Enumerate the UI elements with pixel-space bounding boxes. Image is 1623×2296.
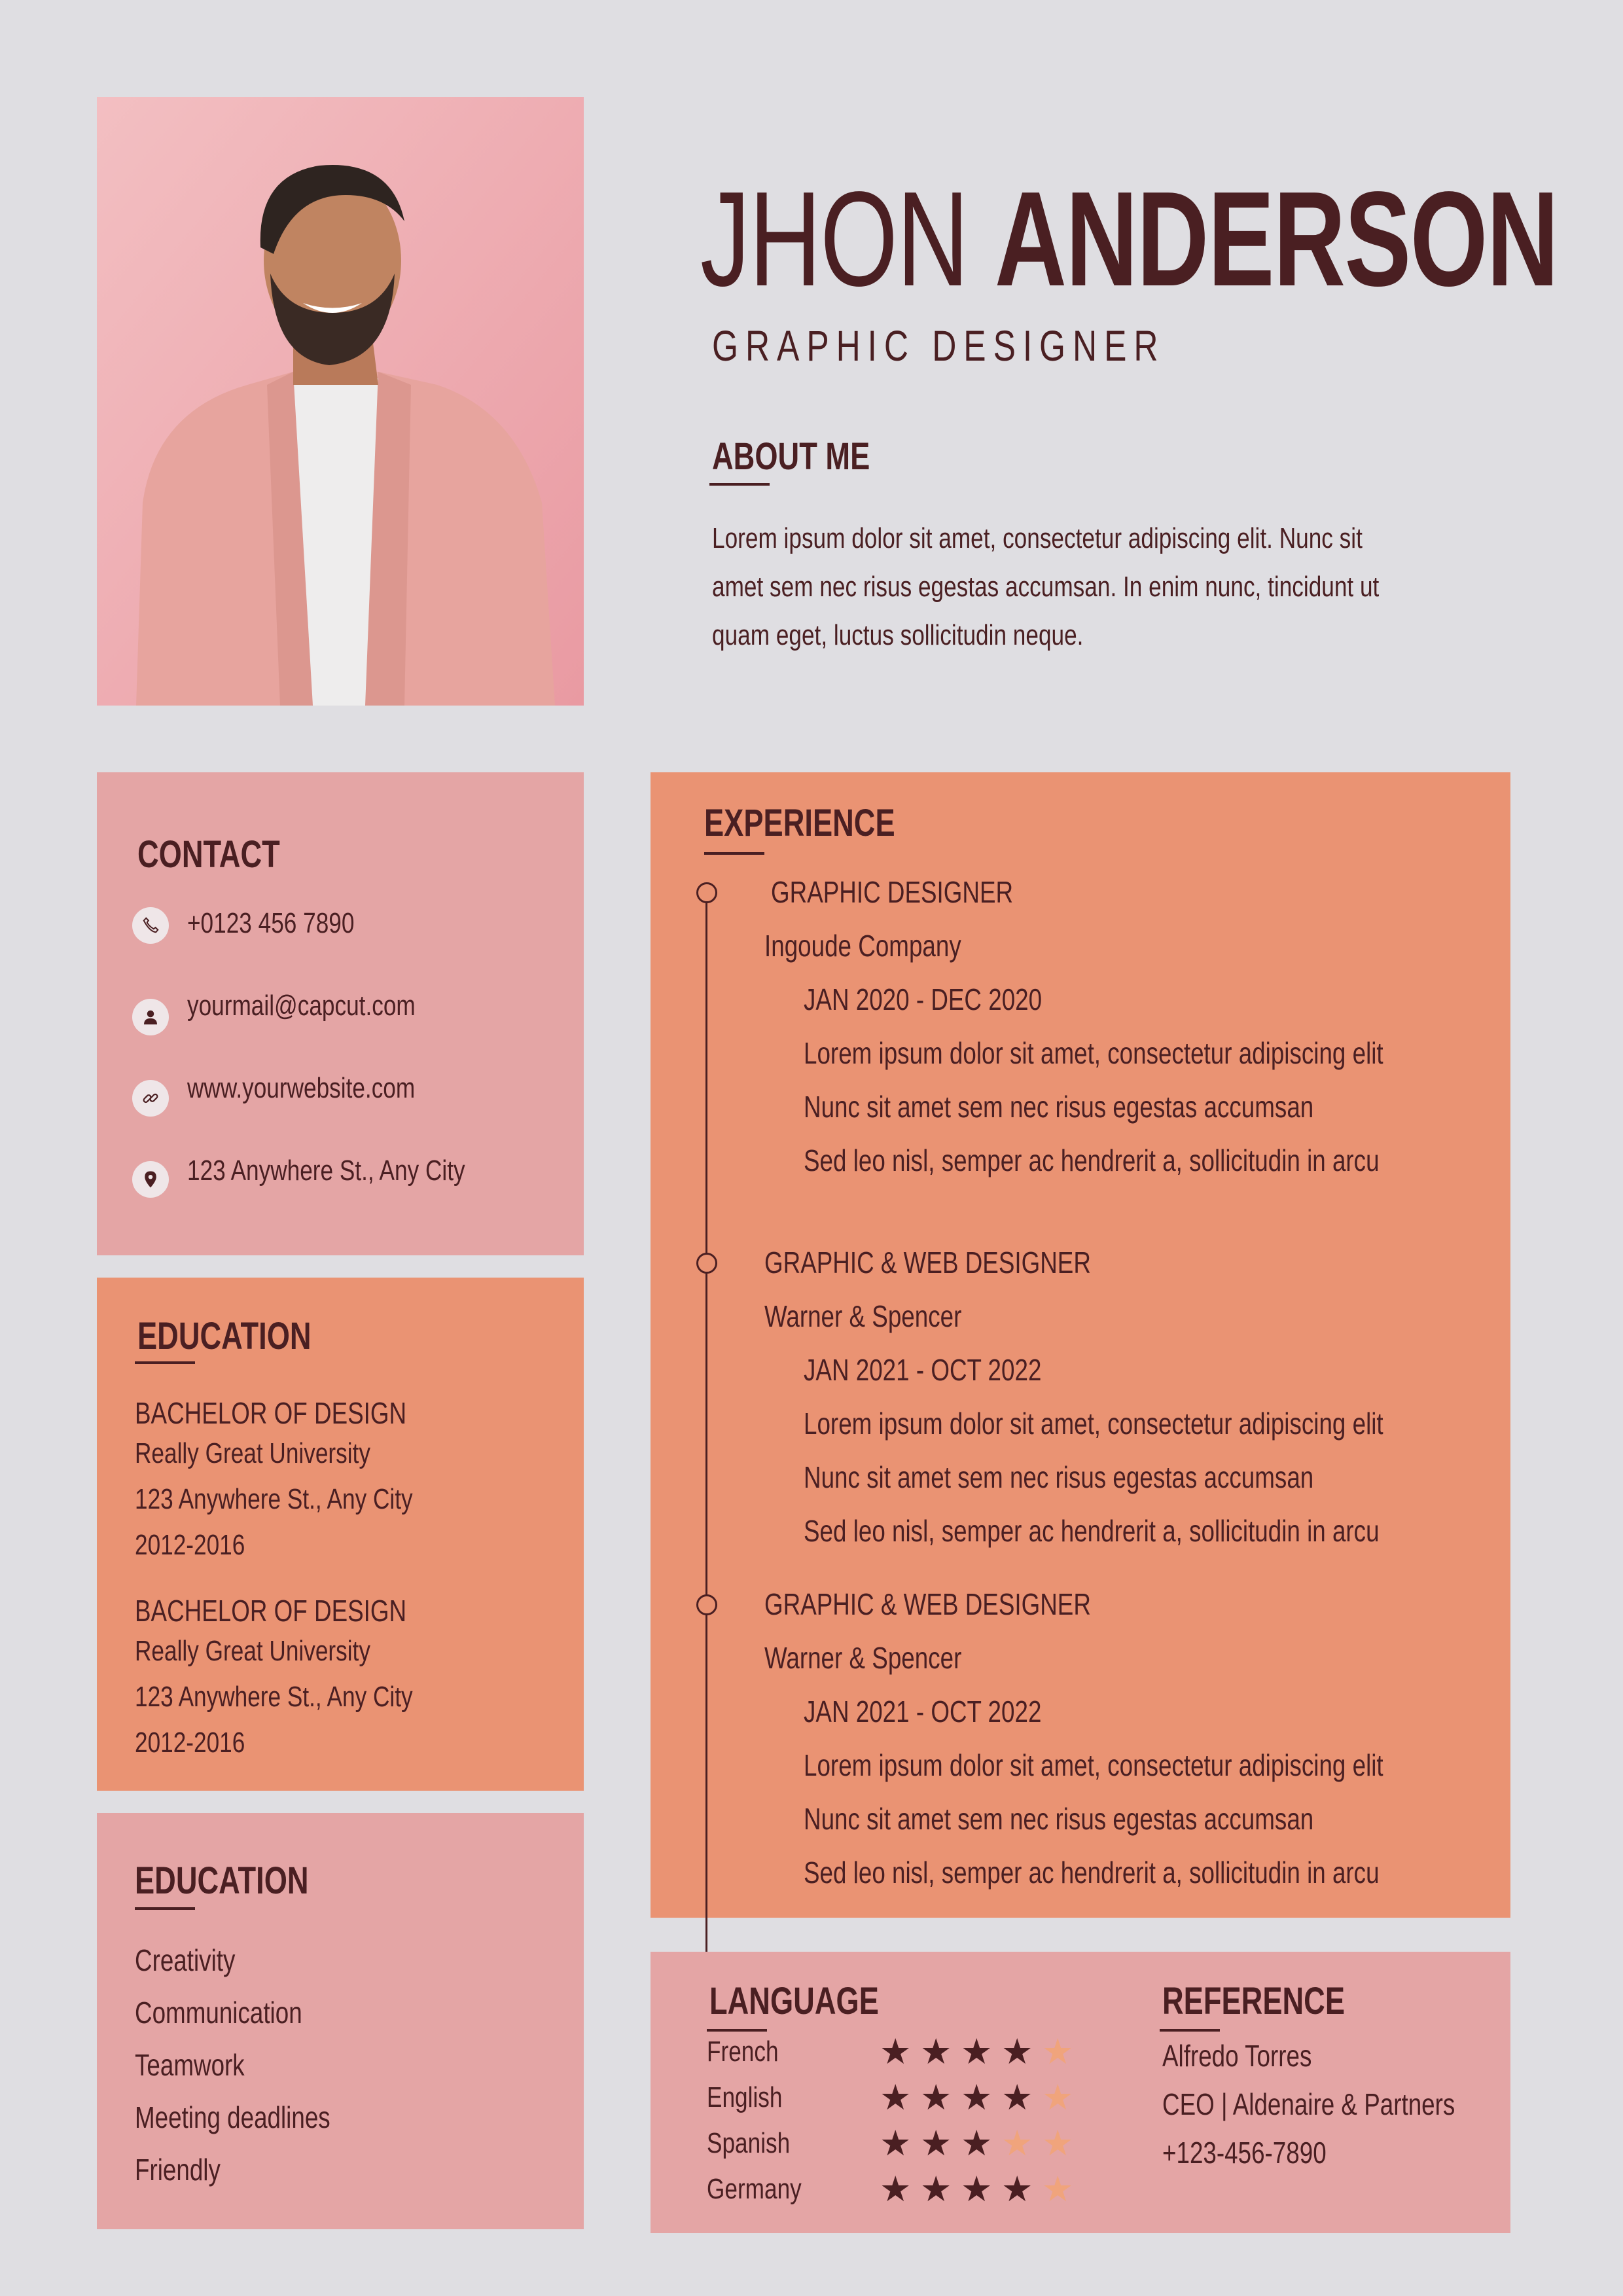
job-dates [804,1352,1101,1388]
star-filled-icon: ★ [920,2032,952,2072]
timeline-line [705,893,707,2000]
job-title-text: GRAPHIC DESIGNER [712,321,1166,370]
about-heading-text: ABOUT ME [712,435,870,478]
star-empty-icon: ★ [1001,2124,1033,2163]
education-years [135,1529,272,1562]
education-heading-text: EDUCATION [137,1315,312,1357]
job-bullet [804,1035,1528,1071]
language-reference-section [651,1952,1510,2233]
full-name [700,164,1623,314]
star-filled-icon: ★ [920,2124,952,2163]
language-name-text: English [707,2081,783,2113]
timeline-dot [696,1594,717,1615]
job-title [712,321,1293,370]
job-title [764,1245,1173,1280]
job-title-text: GRAPHIC & WEB DESIGNER [764,1587,1091,1621]
job-bullet-text: Lorem ipsum dolor sit amet, consectetur adipiscing elit [804,1407,1383,1441]
job-bullet-text: Nunc sit amet sem nec risus egestas accumsan [804,1460,1314,1494]
job-bullet-text: Sed leo nisl, semper ac hendrerit a, sollicitudin in arcu [804,1856,1380,1890]
skill-item-text: Creativity [135,1943,236,1977]
contact-phone[interactable] [187,907,396,940]
star-filled-icon: ★ [961,2170,993,2209]
education-years-text: 2012-2016 [135,1727,245,1759]
education-degree-text: BACHELOR OF DESIGN [135,1594,407,1628]
job-title-text: GRAPHIC & WEB DESIGNER [764,1246,1091,1280]
skill-item-text: Friendly [135,2153,221,2187]
education-years [135,1727,272,1759]
contact-heading-text: CONTACT [137,833,280,876]
job-company [764,928,1010,963]
reference-phone[interactable] [1162,2135,1367,2170]
job-title [764,1587,1173,1622]
job-company-text: Warner & Spencer [764,1299,962,1333]
job-title-text: GRAPHIC DESIGNER [771,875,1014,909]
job-bullet [804,1460,1441,1495]
experience-underline [704,852,764,855]
reference-heading-text: REFERENCE [1162,1980,1346,2022]
star-filled-icon: ★ [880,2170,912,2209]
education-underline [135,1361,195,1364]
reference-phone-text: +123-456-7890 [1162,2136,1327,2170]
skill-item-text: Meeting deadlines [135,2100,330,2134]
education-address [135,1483,482,1516]
star-filled-icon: ★ [961,2124,993,2163]
contact-address [187,1155,535,1187]
job-bullet [804,1406,1528,1441]
about-underline [709,483,770,486]
contact-email[interactable] [187,990,473,1022]
star-filled-icon: ★ [920,2170,952,2209]
star-filled-icon: ★ [880,2078,912,2117]
star-empty-icon: ★ [1042,2170,1074,2209]
skill-item [135,2047,272,2083]
education-school [135,1437,429,1470]
job-dates [804,982,1101,1017]
job-bullet-text: Sed leo nisl, semper ac hendrerit a, sollicitudin in arcu [804,1143,1380,1177]
education-school-text: Really Great University [135,1437,370,1469]
job-bullet [804,1748,1528,1783]
education-years-text: 2012-2016 [135,1529,245,1561]
reference-heading [1162,1979,1397,2023]
job-bullet-text: Lorem ipsum dolor sit amet, consectetur adipiscing elit [804,1036,1383,1070]
education-school-text: Really Great University [135,1635,370,1667]
education-address-text: 123 Anywhere St., Any City [135,1483,413,1515]
job-dates [804,1694,1101,1729]
star-empty-icon: ★ [1042,2078,1074,2117]
skill-item [135,1943,260,1978]
education-degree [135,1395,474,1431]
skills-underline [135,1907,195,1910]
skills-heading [135,1859,357,1903]
skill-item [135,2152,242,2187]
education-degree-text: BACHELOR OF DESIGN [135,1396,407,1430]
experience-section [651,772,1510,1918]
contact-email-text: yourmail@capcut.com [187,990,416,1022]
about-line: amet sem nec risus egestas accumsan. In enim nunc, tincidunt ut [712,571,1380,603]
job-bullet-text: Nunc sit amet sem nec risus egestas accumsan [804,1090,1314,1124]
contact-section [97,772,584,1255]
reference-name [1162,2038,1349,2073]
skills-heading-text: EDUCATION [135,1859,309,1902]
reference-name-text: Alfredo Torres [1162,2039,1312,2073]
language-name-text: Spanish [707,2127,791,2159]
job-company-text: Ingoude Company [764,929,961,963]
reference-role [1162,2087,1528,2122]
timeline-dot [696,882,717,903]
about-line: quam eget, luctus sollicitudin neque. [712,619,1084,651]
education-address [135,1681,482,1713]
job-bullet [804,1089,1441,1124]
job-company [764,1640,1011,1676]
star-filled-icon: ★ [920,2078,952,2117]
experience-heading [704,801,949,845]
about-heading [712,435,914,478]
star-filled-icon: ★ [1001,2078,1033,2117]
profile-photo [97,97,584,706]
job-bullet-text: Sed leo nisl, semper ac hendrerit a, sollicitudin in arcu [804,1514,1380,1548]
star-empty-icon: ★ [1042,2032,1074,2072]
job-bullet-text: Lorem ipsum dolor sit amet, consectetur adipiscing elit [804,1748,1383,1782]
reference-underline [1160,2029,1220,2032]
education-school [135,1635,429,1668]
education-address-text: 123 Anywhere St., Any City [135,1681,413,1713]
skill-item-text: Communication [135,1996,302,2030]
job-title [771,874,1074,910]
experience-heading-text: EXPERIENCE [704,802,895,844]
star-filled-icon: ★ [1001,2170,1033,2209]
job-bullet [804,1143,1523,1178]
timeline-dot [696,1253,717,1274]
contact-website[interactable] [187,1072,472,1105]
about-paragraph [712,514,1497,660]
job-dates-text: JAN 2020 - DEC 2020 [804,982,1043,1016]
job-bullet-text: Nunc sit amet sem nec risus egestas accumsan [804,1802,1314,1836]
star-filled-icon: ★ [880,2032,912,2072]
language-name-text: French [707,2036,779,2068]
last-name: ANDERSON [994,164,1558,314]
skill-item [135,1995,344,2030]
first-name: JHON [700,164,969,314]
star-filled-icon: ★ [961,2078,993,2117]
job-bullet [804,1513,1523,1549]
location-pin-icon [132,1161,169,1198]
contact-website-text: www.yourwebsite.com [187,1072,416,1104]
star-empty-icon: ★ [1042,2124,1074,2163]
education-degree [135,1593,474,1628]
language-heading-text: LANGUAGE [709,1980,879,2022]
job-bullet [804,1801,1441,1837]
user-icon [132,999,169,1035]
contact-heading [137,833,320,876]
education-heading [137,1314,360,1358]
reference-role-text: CEO | Aldenaire & Partners [1162,2087,1455,2121]
skill-item-text: Teamwork [135,2048,245,2082]
job-dates-text: JAN 2021 - OCT 2022 [804,1353,1042,1387]
link-icon [132,1080,169,1117]
job-dates-text: JAN 2021 - OCT 2022 [804,1695,1042,1729]
contact-phone-text: +0123 456 7890 [187,907,355,939]
language-name-text: Germany [707,2173,802,2205]
job-company-text: Warner & Spencer [764,1641,962,1675]
star-filled-icon: ★ [880,2124,912,2163]
contact-address-text: 123 Anywhere St., Any City [187,1155,465,1187]
phone-icon [132,907,169,944]
star-filled-icon: ★ [961,2032,993,2072]
about-line: Lorem ipsum dolor sit amet, consectetur adipiscing elit. Nunc sit [712,522,1363,554]
job-company [764,1299,1011,1334]
job-bullet [804,1855,1523,1890]
education-section [97,1278,584,1791]
skill-item [135,2100,379,2135]
skills-section [97,1813,584,2229]
star-filled-icon: ★ [1001,2032,1033,2072]
